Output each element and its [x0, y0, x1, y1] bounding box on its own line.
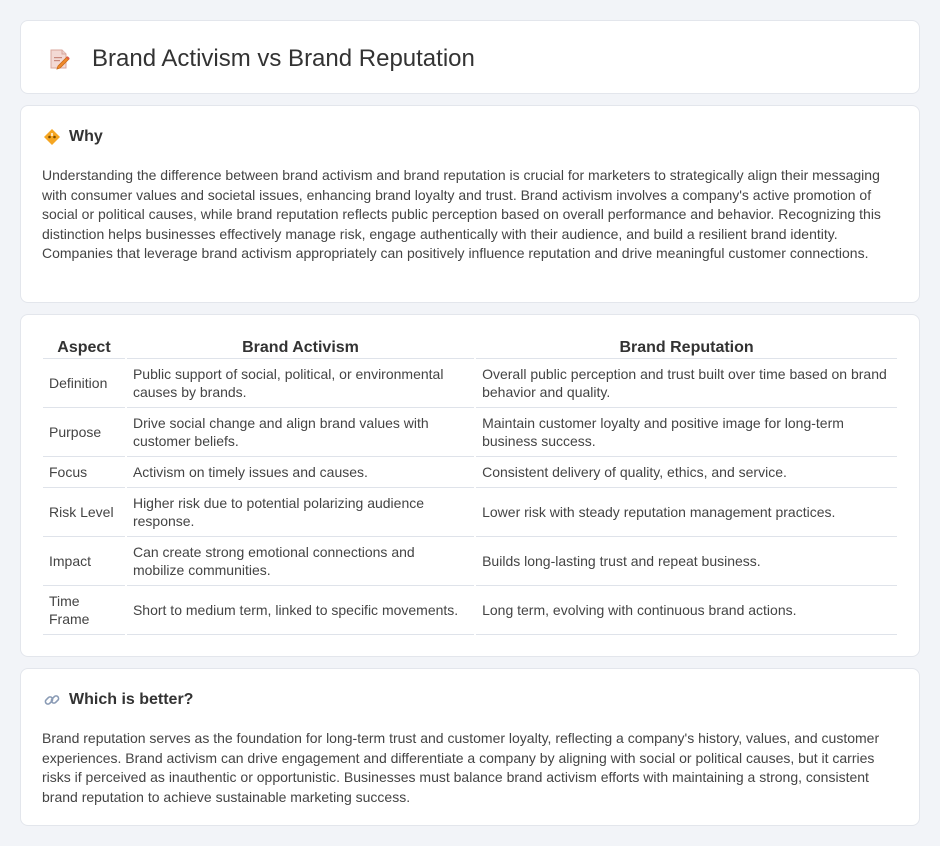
link-icon [43, 691, 61, 709]
activism-cell: Short to medium term, linked to specific movements. [127, 586, 474, 635]
aspect-cell: Impact [43, 537, 125, 586]
table-row [43, 359, 897, 408]
table-row [43, 488, 897, 537]
aspect-cell: Definition [43, 359, 125, 408]
column-header-brand-reputation: Brand Reputation [476, 335, 897, 359]
activism-cell: Public support of social, political, or environmental causes by brands. [127, 359, 474, 408]
column-header-brand-activism: Brand Activism [127, 335, 474, 359]
table-header-row [43, 335, 897, 359]
why-heading-label: Why [69, 128, 103, 145]
why-heading [43, 128, 103, 146]
which-is-better-section [20, 668, 920, 826]
activism-cell: Activism on timely issues and causes. [127, 457, 474, 488]
aspect-cell: Time Frame [43, 586, 125, 635]
better-heading-label: Which is better? [69, 691, 194, 708]
table-row [43, 586, 897, 635]
table-row [43, 457, 897, 488]
activism-cell: Can create strong emotional connections and mobilize communities. [127, 537, 474, 586]
page-title: Brand Activism vs Brand Reputation [92, 45, 475, 72]
table-row [43, 408, 897, 457]
document-pencil-icon [48, 48, 70, 70]
diamond-warning-icon [43, 128, 61, 146]
activism-cell: Higher risk due to potential polarizing audience response. [127, 488, 474, 537]
aspect-cell: Focus [43, 457, 125, 488]
table-row [43, 537, 897, 586]
better-heading [43, 691, 193, 709]
comparison-card [20, 314, 920, 657]
why-text: Understanding the difference between brand activism and brand reputation is crucial for marketers to strategically align their messaging with consumer values and societal issues, enhancing brand loyalty and trust. Brand activism involves a company's active promotion of social or political causes, while brand reputation reflects public perception based on overall performance and behavior. Recognizing this distinction helps businesses effectively manage risk, engage authentically with their audience, and build a resilient brand identity. Companies that leverage brand activism appropriately can positively influence reputation and drive meaningful customer connections. [42, 167, 881, 261]
activism-cell: Drive social change and align brand values with customer beliefs. [127, 408, 474, 457]
aspect-cell: Purpose [43, 408, 125, 457]
column-header-aspect: Aspect [43, 335, 125, 359]
reputation-cell: Maintain customer loyalty and positive image for long-term business success. [476, 408, 897, 457]
aspect-cell: Risk Level [43, 488, 125, 537]
reputation-cell: Long term, evolving with continuous brand actions. [476, 586, 897, 635]
comparison-table [41, 335, 899, 635]
reputation-cell: Consistent delivery of quality, ethics, and service. [476, 457, 897, 488]
why-section [20, 105, 920, 303]
header-card [20, 20, 920, 94]
reputation-cell: Builds long-lasting trust and repeat business. [476, 537, 897, 586]
reputation-cell: Overall public perception and trust built over time based on brand behavior and quality. [476, 359, 897, 408]
reputation-cell: Lower risk with steady reputation management practices. [476, 488, 897, 537]
better-text: Brand reputation serves as the foundation for long-term trust and customer loyalty, reflecting a company's history, values, and customer experiences. Brand activism can drive engagement and differentiate a company by aligning with social or political causes, but it carries risks if perceived as inauthentic or opportunistic. Businesses must balance brand activism efforts with maintaining a strong, consistent brand reputation to achieve sustainable marketing success. [42, 730, 880, 805]
